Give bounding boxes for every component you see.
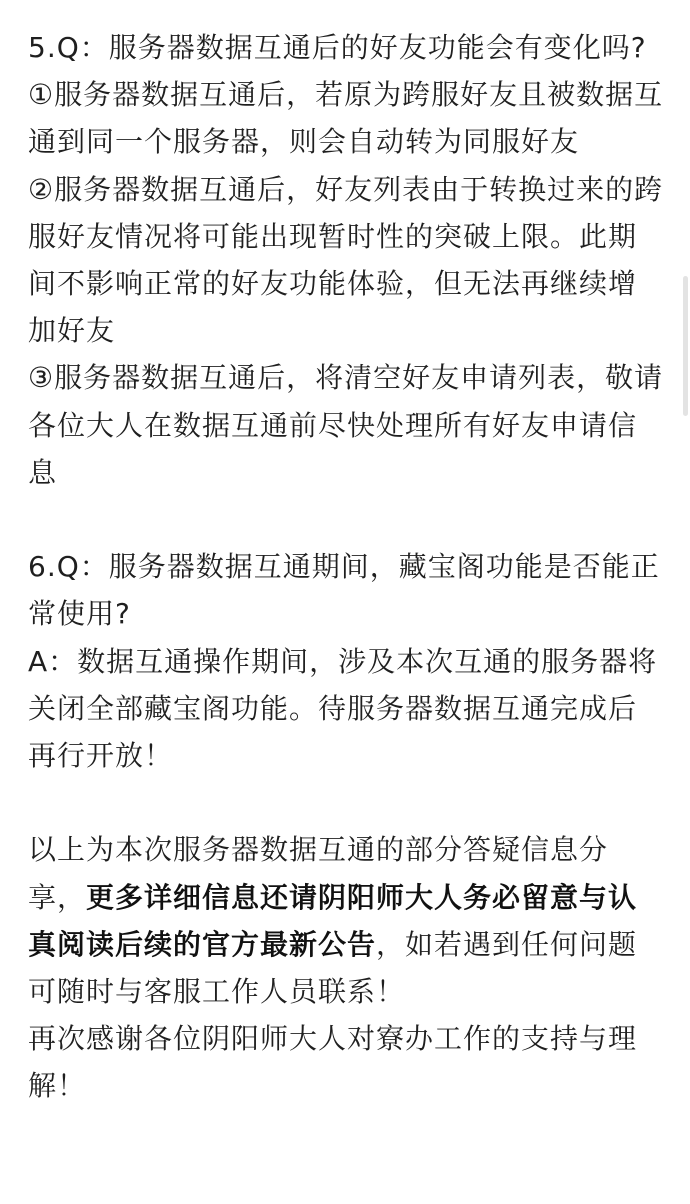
faq-question-5: 5.Q：服务器数据互通后的好友功能会有变化吗? <box>28 31 647 64</box>
faq-question-6: 6.Q：服务器数据互通期间，藏宝阁功能是否能正常使用? <box>28 550 660 631</box>
closing-thanks: 再次感谢各位阴阳师大人对寮办工作的支持与理解！ <box>28 1022 638 1103</box>
paragraph-spacer <box>28 496 664 543</box>
faq-answer-5-item-3: ③服务器数据互通后，将清空好友申请列表，敬请各位大人在数据互通前尽快处理所有好友申请信息 <box>28 361 664 489</box>
faq-answer-6: A：数据互通操作期间，涉及本次互通的服务器将关闭全部藏宝阁功能。待服务器数据互通完成后再行开放！ <box>28 644 658 773</box>
paragraph-spacer <box>28 779 664 826</box>
faq-answer-5-item-2: ②服务器数据互通后，好友列表由于转换过来的跨服好友情况将可能出现暂时性的突破上限。此期间不影响正常的好友功能体验，但无法再继续增加好友 <box>28 172 664 348</box>
article-body <box>28 24 664 1110</box>
closing-bold-notice: 更多详细信息还请阴阳师大人务必留意与认真阅读后续的官方最新公告 <box>28 880 638 961</box>
closing-text-start: 以上为本次服务器数据互通的部分答疑信息分享， <box>28 833 609 914</box>
closing-text-end: ，如若遇到任何问题可随时与客服工作人员联系！ <box>28 927 638 1009</box>
faq-answer-5-item-1: ①服务器数据互通后，若原为跨服好友且被数据互通到同一个服务器，则会自动转为同服好友 <box>28 78 664 159</box>
closing-paragraph <box>28 826 664 1015</box>
vertical-scrollbar[interactable] <box>683 276 688 416</box>
